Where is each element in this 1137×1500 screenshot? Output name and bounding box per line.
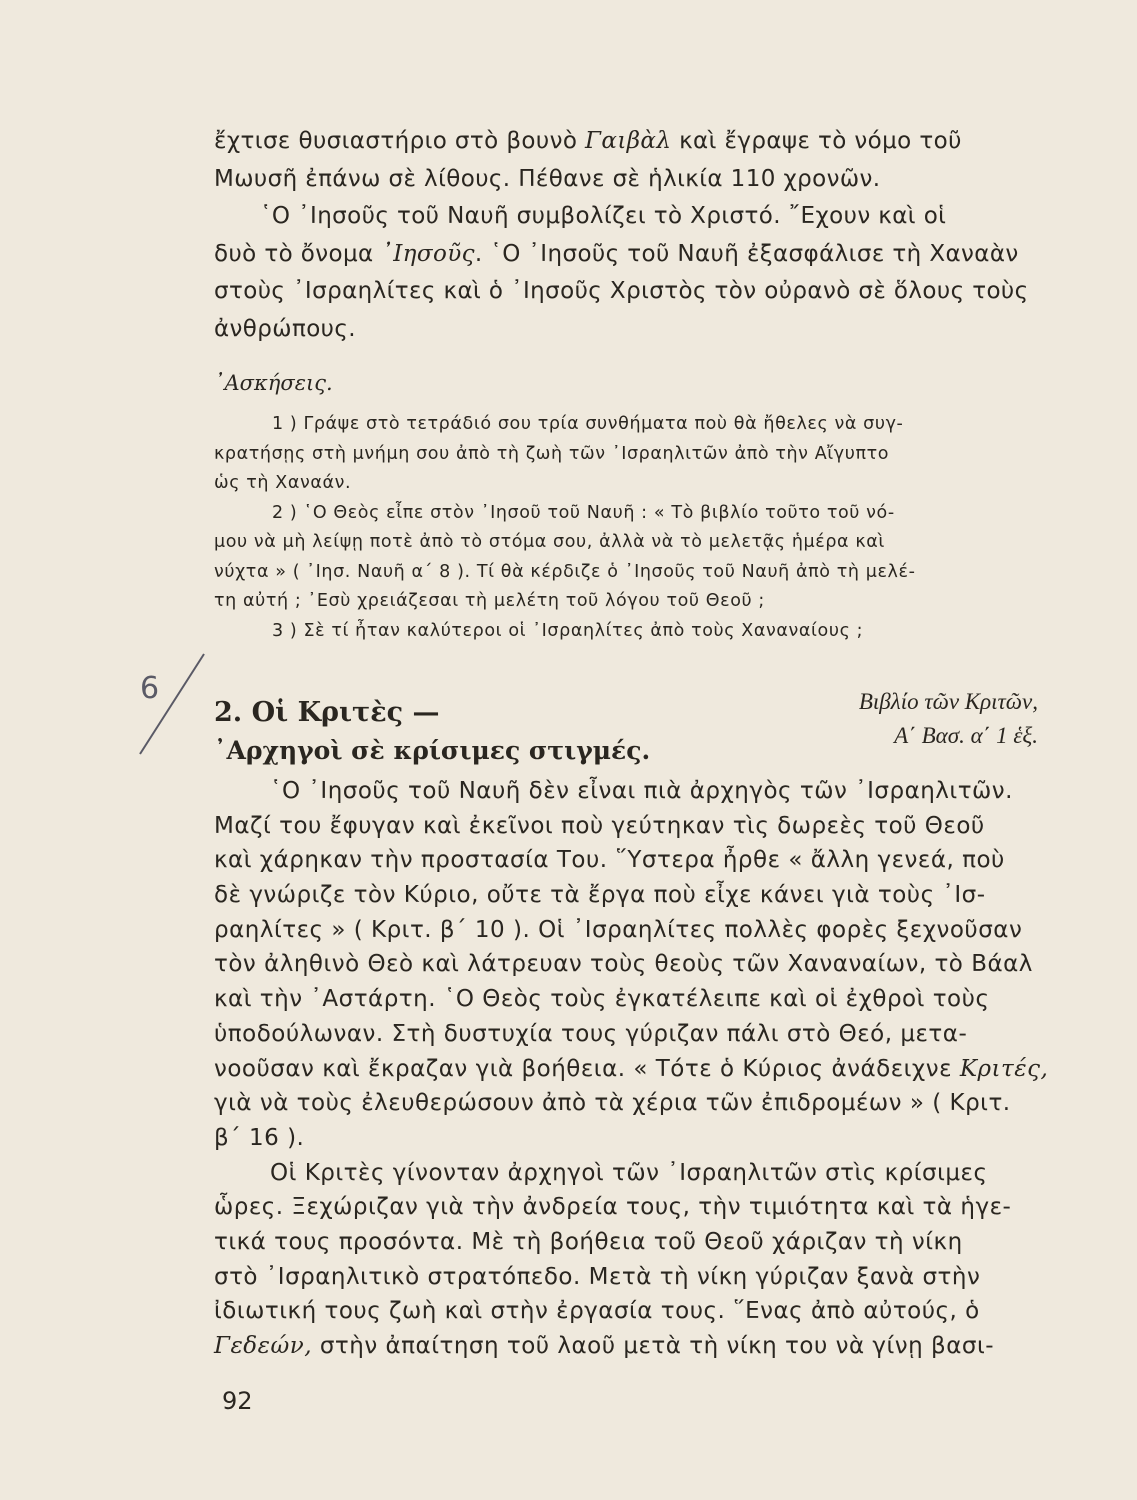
italic-term: Γαιβὰλ — [585, 128, 672, 154]
body-line: ὑποδούλωναν. Στὴ δυστυχία τους γύριζαν πάλι στὸ Θεό, μετα- — [214, 1020, 968, 1047]
scripture-reference — [806, 685, 1038, 753]
exercise-line: 2 ) ῾Ο Θεὸς εἶπε στὸν ᾿Ιησοῦ τοῦ Ναυῆ : « Τὸ βιβλίο τοῦτο τοῦ νό- — [272, 502, 895, 523]
body-text — [214, 774, 1049, 1364]
reference-line2: Α΄ Βασ. α΄ 1 ἑξ. — [894, 723, 1038, 748]
exercise-line: 1 ) Γράψε στὸ τετράδιό σου τρία συνθήματα ποὺ θὰ ἤθελες νὰ συγ- — [272, 414, 904, 434]
exercise-line: 3 ) Σὲ τί ἦταν καλύτεροι οἱ ᾿Ισραηλίτες ἀπὸ τοὺς Χαναναίους ; — [272, 620, 864, 641]
section-title-line2: ᾿Αρχηγοὶ σὲ κρίσιμες στιγμές. — [214, 736, 651, 765]
body-line: β΄ 16 ). — [214, 1124, 305, 1151]
body-line: ραηλίτες » ( Κριτ. β΄ 10 ). Οἱ ᾿Ισραηλίτες πολλὲς φορὲς ξεχνοῦσαν — [214, 916, 1023, 943]
margin-note: 6 — [140, 671, 160, 706]
body-line: Γεδεών, στὴν ἀπαίτηση τοῦ λαοῦ μετὰ τὴ νίκη του νὰ γίνῃ βασι- — [214, 1333, 995, 1359]
body-line: γιὰ νὰ τοὺς ἐλευθερώσουν ἀπὸ τὰ χέρια τῶν ἐπιδρομέων » ( Κριτ. — [214, 1090, 1011, 1117]
body-line: τικά τους προσόντα. Μὲ τὴ βοήθεια τοῦ Θεοῦ χάριζαν τὴ νίκη — [214, 1228, 963, 1255]
body-line: ὧρες. Ξεχώριζαν γιὰ τὴν ἀνδρεία τους, τὴν τιμιότητα καὶ τὰ ἡγε- — [214, 1194, 1012, 1221]
body-line: ῾Ο ᾿Ιησοῦς τοῦ Ναυῆ δὲν εἶναι πιὰ ἀρχηγὸς τῶν ᾿Ισραηλιτῶν. — [270, 778, 1013, 804]
body-line: τὸν ἀληθινὸ Θεὸ καὶ λάτρευαν τοὺς θεοὺς τῶν Χαναναίων, τὸ Βάαλ — [214, 951, 1033, 978]
body-line: Μαζί του ἔφυγαν καὶ ἐκεῖνοι ποὺ γεύτηκαν τὶς δωρεὲς τοῦ Θεοῦ — [214, 812, 985, 839]
italic-term: Κριτές, — [959, 1055, 1049, 1082]
intro-paragraph — [214, 123, 1034, 348]
text-line: δυὸ τὸ ὄνομα ᾿Ιησοῦς. ῾Ο ᾿Ιησοῦς τοῦ Ναυῆ ἐξασφάλισε τὴ Χαναὰν — [214, 240, 1019, 267]
exercise-line: νύχτα » ( ᾿Ιησ. Ναυῆ α΄ 8 ). Τί θὰ κέρδιζε ὁ ᾿Ιησοῦς τοῦ Ναυῆ ἀπὸ τὴ μελέ- — [214, 561, 916, 582]
italic-term: ᾿Ιησοῦς — [381, 240, 475, 267]
text-line: ῾Ο ᾿Ιησοῦς τοῦ Ναυῆ συμβολίζει τὸ Χριστό. ῎Εχουν καὶ οἱ — [260, 203, 947, 229]
page-number: 92 — [222, 1387, 253, 1415]
exercises-list — [214, 410, 1034, 646]
text-line: ἀνθρώπους. — [214, 315, 356, 342]
text-line: στοὺς ᾿Ισραηλίτες καὶ ὁ ᾿Ιησοῦς Χριστὸς τὸν οὐρανὸ σὲ ὅλους τοὺς — [214, 278, 1029, 304]
body-line: καὶ χάρηκαν τὴν προστασία Του. ῞Υστερα ἦρθε « ἄλλη γενεά, ποὺ — [214, 847, 1005, 874]
exercise-line: κρατήσῃς στὴ μνήμη σου ἀπὸ τὴ ζωὴ τῶν ᾿Ισραηλιτῶν ἀπὸ τὴν Αἴγυπτο — [214, 443, 890, 464]
exercise-line: ὡς τὴ Χαναάν. — [214, 473, 352, 493]
body-line: δὲ γνώριζε τὸν Κύριο, οὔτε τὰ ἔργα ποὺ εἶχε κάνει γιὰ τοὺς ᾿Ισ- — [214, 882, 986, 909]
body-line: καὶ τὴν ᾿Αστάρτη. ῾Ο Θεὸς τοὺς ἐγκατέλειπε καὶ οἱ ἐχθροὶ τοὺς — [214, 986, 990, 1013]
body-line: νοοῦσαν καὶ ἔκραζαν γιὰ βοήθεια. « Τότε ὁ Κύριος ἀνάδειχνε Κριτές, — [214, 1055, 1049, 1082]
exercise-line: μου νὰ μὴ λείψῃ ποτὲ ἀπὸ τὸ στόμα σου, ἀλλὰ νὰ τὸ μελετᾷς ἡμέρα καὶ — [214, 532, 885, 552]
body-line: στὸ ᾿Ισραηλιτικὸ στρατόπεδο. Μετὰ τὴ νίκη γύριζαν ξανὰ στὴν — [214, 1263, 981, 1290]
exercise-line: τη αὐτή ; ᾿Εσὺ χρειάζεσαι τὴ μελέτη τοῦ λόγου τοῦ Θεοῦ ; — [214, 591, 765, 611]
body-line: ἰδιωτική τους ζωὴ καὶ στὴν ἐργασία τους. ῞Ενας ἀπὸ αὐτούς, ὁ — [214, 1298, 980, 1325]
text-line: ἔχτισε θυσιαστήριο στὸ βουνὸ Γαιβὰλ καὶ ἔγραψε τὸ νόμο τοῦ — [214, 128, 962, 154]
text-line: Μωυσῆ ἐπάνω σὲ λίθους. Πέθανε σὲ ἡλικία 110 χρονῶν. — [214, 165, 881, 192]
exercises-heading: ᾿Ασκήσεις. — [214, 371, 333, 395]
body-line: Οἱ Κριτὲς γίνονταν ἀρχηγοὶ τῶν ᾿Ισραηλιτῶν στὶς κρίσιμες — [270, 1159, 988, 1186]
reference-line1: Βιβλίο τῶν Κριτῶν, — [858, 689, 1038, 714]
section-title-line1: 2. Οἱ Κριτὲς — — [214, 697, 440, 728]
pencil-margin-mark — [130, 650, 222, 760]
italic-term: Γεδεών, — [214, 1333, 313, 1359]
